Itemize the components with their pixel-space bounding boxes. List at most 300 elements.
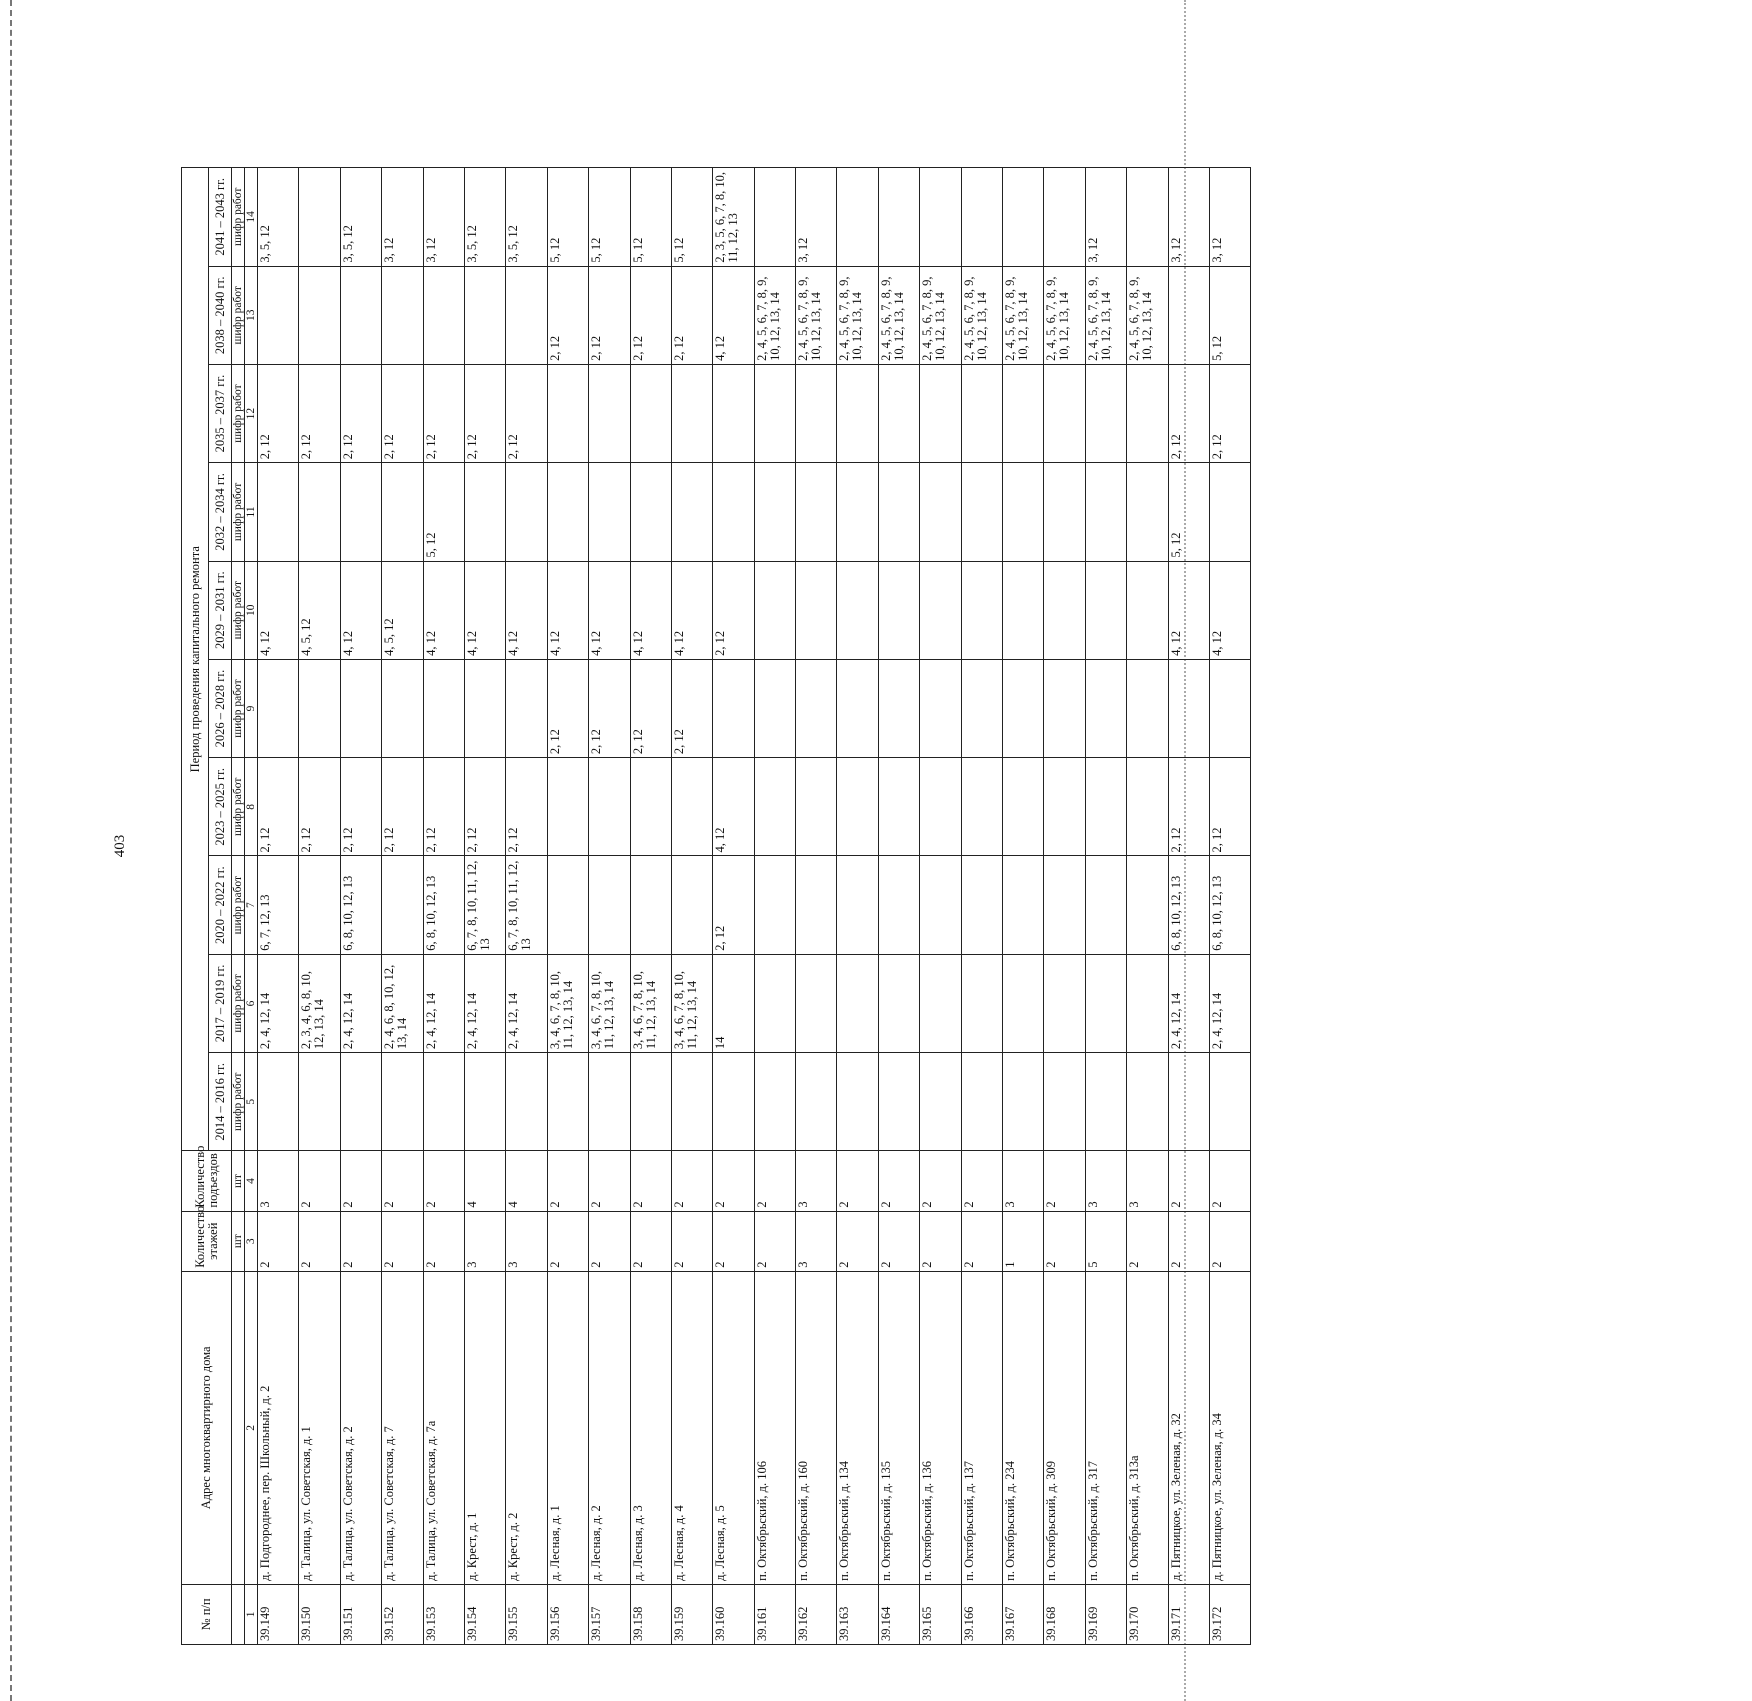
row-floors: 2 — [589, 1211, 630, 1271]
row-period-9-works: 2, 4, 5, 6, 7, 8, 9, 10, 12, 13, 14 — [754, 266, 795, 364]
header-column-number-5: 5 — [245, 1053, 258, 1151]
row-entrances: 2 — [837, 1151, 878, 1211]
row-period-8-works: 2, 12 — [1209, 364, 1250, 462]
row-period-9-works — [258, 266, 299, 364]
row-period-7-works — [878, 463, 919, 561]
header-period-7: 2032 – 2034 гг. — [209, 463, 232, 561]
row-period-10-works: 3, 5, 12 — [340, 168, 381, 267]
row-period-6-works: 4, 12 — [506, 561, 547, 659]
page-number: 403 — [112, 834, 128, 858]
row-period-6-works — [754, 561, 795, 659]
header-unit-11: шифр работ — [232, 463, 245, 561]
row-number: 39.159 — [671, 1584, 712, 1644]
row-address: д. Талица, ул. Советская, д. 2 — [340, 1271, 381, 1584]
left-margin-punch-marks — [10, 0, 14, 1701]
header-period-1: 2014 – 2016 гг. — [209, 1053, 232, 1151]
row-period-9-works: 2, 12 — [671, 266, 712, 364]
row-period-9-works: 5, 12 — [1209, 266, 1250, 364]
row-number: 39.160 — [713, 1584, 754, 1644]
header-column-number-14: 14 — [245, 168, 258, 267]
row-period-8-works — [589, 364, 630, 462]
row-number: 39.155 — [506, 1584, 547, 1644]
header-period-2: 2017 – 2019 гг. — [209, 954, 232, 1052]
row-period-2-works: 2, 4, 6, 8, 10, 12, 13, 14 — [382, 954, 423, 1052]
row-address: п. Октябрьский, д. 160 — [796, 1271, 837, 1584]
row-number: 39.153 — [423, 1584, 464, 1644]
row-period-9-works — [382, 266, 423, 364]
row-period-1-works — [1168, 1053, 1209, 1151]
header-unit-14: шифр работ — [232, 168, 245, 267]
row-entrances: 2 — [630, 1151, 671, 1211]
row-floors: 3 — [464, 1211, 505, 1271]
row-entrances: 2 — [878, 1151, 919, 1211]
row-period-3-works — [1003, 856, 1044, 954]
row-period-7-works — [1209, 463, 1250, 561]
row-period-6-works — [878, 561, 919, 659]
row-period-4-works: 2, 12 — [382, 758, 423, 856]
row-address: д. Лесная, д. 1 — [547, 1271, 588, 1584]
row-period-2-works: 2, 4, 12, 14 — [423, 954, 464, 1052]
row-period-5-works — [754, 659, 795, 757]
row-period-9-works: 2, 4, 5, 6, 7, 8, 9, 10, 12, 13, 14 — [796, 266, 837, 364]
row-period-6-works: 4, 12 — [1209, 561, 1250, 659]
row-period-9-works: 2, 4, 5, 6, 7, 8, 9, 10, 12, 13, 14 — [920, 266, 961, 364]
row-period-9-works: 2, 12 — [589, 266, 630, 364]
row-period-8-works: 2, 12 — [423, 364, 464, 462]
row-period-4-works: 2, 12 — [506, 758, 547, 856]
row-number: 39.168 — [1044, 1584, 1085, 1644]
row-period-3-works — [837, 856, 878, 954]
row-period-8-works — [961, 364, 1002, 462]
row-period-4-works — [671, 758, 712, 856]
row-period-3-works — [920, 856, 961, 954]
row-period-9-works: 2, 4, 5, 6, 7, 8, 9, 10, 12, 13, 14 — [1003, 266, 1044, 364]
row-period-10-works: 5, 12 — [547, 168, 588, 267]
row-floors: 1 — [1003, 1211, 1044, 1271]
row-period-10-works: 3, 5, 12 — [464, 168, 505, 267]
table-row — [754, 168, 795, 1645]
table-row — [796, 168, 837, 1645]
row-period-5-works — [1209, 659, 1250, 757]
row-period-9-works: 4, 12 — [713, 266, 754, 364]
row-entrances: 3 — [796, 1151, 837, 1211]
row-address: п. Октябрьский, д. 317 — [1085, 1271, 1126, 1584]
row-period-10-works — [1127, 168, 1168, 267]
row-period-6-works: 4, 5, 12 — [299, 561, 340, 659]
row-period-4-works: 2, 12 — [1168, 758, 1209, 856]
header-column-number-11: 11 — [245, 463, 258, 561]
row-period-7-works — [382, 463, 423, 561]
row-address: д. Лесная, д. 3 — [630, 1271, 671, 1584]
header-period-9: 2038 – 2040 гг. — [209, 266, 232, 364]
row-period-1-works — [671, 1053, 712, 1151]
row-number: 39.154 — [464, 1584, 505, 1644]
row-period-3-works — [547, 856, 588, 954]
row-entrances: 3 — [258, 1151, 299, 1211]
row-floors: 2 — [630, 1211, 671, 1271]
header-unit-4: шт — [232, 1151, 245, 1211]
row-address: п. Октябрьский, д. 137 — [961, 1271, 1002, 1584]
row-period-8-works: 2, 12 — [340, 364, 381, 462]
row-address: п. Октябрьский, д. 136 — [920, 1271, 961, 1584]
row-period-5-works — [423, 659, 464, 757]
table-body — [258, 168, 1251, 1645]
row-period-10-works: 3, 12 — [1085, 168, 1126, 267]
row-entrances: 2 — [920, 1151, 961, 1211]
row-period-7-works — [754, 463, 795, 561]
row-period-9-works: 2, 4, 5, 6, 7, 8, 9, 10, 12, 13, 14 — [1127, 266, 1168, 364]
row-period-2-works — [1085, 954, 1126, 1052]
row-period-2-works: 2, 4, 12, 14 — [1168, 954, 1209, 1052]
row-period-4-works: 2, 12 — [464, 758, 505, 856]
row-number: 39.157 — [589, 1584, 630, 1644]
row-period-1-works — [1209, 1053, 1250, 1151]
row-period-4-works — [837, 758, 878, 856]
row-entrances: 2 — [671, 1151, 712, 1211]
header-unit-5: шифр работ — [232, 1053, 245, 1151]
row-period-4-works: 2, 12 — [1209, 758, 1250, 856]
row-period-7-works — [258, 463, 299, 561]
row-period-10-works: 3, 12 — [1209, 168, 1250, 267]
row-period-8-works — [920, 364, 961, 462]
row-address: д. Талица, ул. Советская, д. 7 — [382, 1271, 423, 1584]
row-period-1-works — [258, 1053, 299, 1151]
row-period-3-works: 6, 7, 8, 10, 11, 12, 13 — [506, 856, 547, 954]
row-period-1-works — [340, 1053, 381, 1151]
row-period-7-works — [671, 463, 712, 561]
row-floors: 2 — [961, 1211, 1002, 1271]
header-column-number-4: 4 — [245, 1151, 258, 1211]
row-period-2-works — [1127, 954, 1168, 1052]
table-row — [340, 168, 381, 1645]
header-period-8: 2035 – 2037 гг. — [209, 364, 232, 462]
capital-repair-schedule-table — [181, 167, 1251, 1645]
row-period-6-works: 4, 12 — [464, 561, 505, 659]
row-period-3-works — [1085, 856, 1126, 954]
row-period-1-works — [630, 1053, 671, 1151]
row-address: д. Лесная, д. 2 — [589, 1271, 630, 1584]
row-period-6-works — [961, 561, 1002, 659]
header-unit-2 — [232, 1271, 245, 1584]
row-period-7-works — [299, 463, 340, 561]
row-period-7-works — [1003, 463, 1044, 561]
row-period-6-works: 2, 12 — [713, 561, 754, 659]
row-period-4-works: 2, 12 — [258, 758, 299, 856]
row-period-5-works — [340, 659, 381, 757]
table-row — [713, 168, 754, 1645]
row-period-7-works — [796, 463, 837, 561]
row-period-4-works — [961, 758, 1002, 856]
row-entrances: 2 — [1044, 1151, 1085, 1211]
header-unit-3: шт — [232, 1211, 245, 1271]
row-period-6-works: 4, 5, 12 — [382, 561, 423, 659]
row-period-2-works — [796, 954, 837, 1052]
row-period-9-works — [1168, 266, 1209, 364]
row-floors: 2 — [258, 1211, 299, 1271]
rotated-page-area — [181, 74, 1752, 1641]
row-period-6-works: 4, 12 — [340, 561, 381, 659]
row-period-5-works — [920, 659, 961, 757]
row-period-8-works — [1003, 364, 1044, 462]
row-entrances: 3 — [1003, 1151, 1044, 1211]
table-row — [837, 168, 878, 1645]
row-period-4-works — [1003, 758, 1044, 856]
row-entrances: 3 — [1127, 1151, 1168, 1211]
row-period-6-works — [1003, 561, 1044, 659]
row-address: п. Октябрьский, д. 134 — [837, 1271, 878, 1584]
row-period-3-works — [754, 856, 795, 954]
header-column-number-2: 2 — [245, 1271, 258, 1584]
row-period-7-works: 5, 12 — [1168, 463, 1209, 561]
header-column-number-8: 8 — [245, 758, 258, 856]
row-period-1-works — [589, 1053, 630, 1151]
row-number: 39.172 — [1209, 1584, 1250, 1644]
row-period-1-works — [920, 1053, 961, 1151]
row-period-2-works: 3, 4, 6, 7, 8, 10, 11, 12, 13, 14 — [589, 954, 630, 1052]
table-row — [1127, 168, 1168, 1645]
row-period-6-works: 4, 12 — [1168, 561, 1209, 659]
row-period-4-works — [547, 758, 588, 856]
table-row — [547, 168, 588, 1645]
row-period-5-works — [713, 659, 754, 757]
row-period-5-works — [1168, 659, 1209, 757]
row-period-3-works: 6, 8, 10, 12, 13 — [423, 856, 464, 954]
row-period-2-works — [837, 954, 878, 1052]
row-entrances: 2 — [1168, 1151, 1209, 1211]
row-period-7-works — [1127, 463, 1168, 561]
row-period-5-works — [506, 659, 547, 757]
row-floors: 2 — [340, 1211, 381, 1271]
row-period-6-works: 4, 12 — [589, 561, 630, 659]
header-period-6: 2029 – 2031 гг. — [209, 561, 232, 659]
row-number: 39.169 — [1085, 1584, 1126, 1644]
row-period-4-works — [1127, 758, 1168, 856]
header-period-4: 2023 – 2025 гг. — [209, 758, 232, 856]
row-period-10-works — [1003, 168, 1044, 267]
row-period-5-works — [1044, 659, 1085, 757]
row-period-10-works: 3, 12 — [423, 168, 464, 267]
row-period-2-works — [878, 954, 919, 1052]
row-period-8-works: 2, 12 — [1168, 364, 1209, 462]
row-period-1-works — [547, 1053, 588, 1151]
row-period-4-works — [878, 758, 919, 856]
row-period-1-works — [299, 1053, 340, 1151]
row-period-1-works — [878, 1053, 919, 1151]
row-number: 39.156 — [547, 1584, 588, 1644]
row-period-9-works — [506, 266, 547, 364]
row-address: п. Октябрьский, д. 309 — [1044, 1271, 1085, 1584]
row-period-7-works — [713, 463, 754, 561]
row-period-10-works — [878, 168, 919, 267]
row-period-7-works — [547, 463, 588, 561]
row-floors: 2 — [671, 1211, 712, 1271]
header-column-number-9: 9 — [245, 659, 258, 757]
row-address: д. Талица, ул. Советская, д. 7а — [423, 1271, 464, 1584]
row-period-6-works: 4, 12 — [423, 561, 464, 659]
row-number: 39.161 — [754, 1584, 795, 1644]
header-unit-13: шифр работ — [232, 266, 245, 364]
row-floors: 2 — [1209, 1211, 1250, 1271]
row-period-4-works — [754, 758, 795, 856]
header-num: № п/п — [182, 1584, 232, 1644]
row-period-7-works — [340, 463, 381, 561]
row-entrances: 2 — [299, 1151, 340, 1211]
row-address: д. Лесная, д. 5 — [713, 1271, 754, 1584]
row-period-3-works — [382, 856, 423, 954]
row-floors: 2 — [754, 1211, 795, 1271]
header-column-numbers-row — [245, 168, 258, 1645]
header-column-number-12: 12 — [245, 364, 258, 462]
row-entrances: 3 — [1085, 1151, 1126, 1211]
row-period-8-works: 2, 12 — [299, 364, 340, 462]
row-period-5-works — [878, 659, 919, 757]
row-period-1-works — [1044, 1053, 1085, 1151]
row-period-2-works: 2, 4, 12, 14 — [506, 954, 547, 1052]
row-period-8-works: 2, 12 — [506, 364, 547, 462]
row-period-4-works — [920, 758, 961, 856]
header-period-3: 2020 – 2022 гг. — [209, 856, 232, 954]
row-period-2-works — [754, 954, 795, 1052]
row-floors: 2 — [713, 1211, 754, 1271]
row-number: 39.171 — [1168, 1584, 1209, 1644]
row-period-3-works — [961, 856, 1002, 954]
row-period-1-works — [506, 1053, 547, 1151]
table-row — [920, 168, 961, 1645]
header-period: Период проведения капитального ремонта — [182, 168, 209, 1151]
header-column-number-7: 7 — [245, 856, 258, 954]
row-period-2-works: 3, 4, 6, 7, 8, 10, 11, 12, 13, 14 — [671, 954, 712, 1052]
row-period-3-works — [630, 856, 671, 954]
row-period-1-works — [713, 1053, 754, 1151]
row-period-6-works: 4, 12 — [671, 561, 712, 659]
row-period-5-works — [837, 659, 878, 757]
row-period-10-works: 3, 12 — [1168, 168, 1209, 267]
row-period-2-works: 3, 4, 6, 7, 8, 10, 11, 12, 13, 14 — [630, 954, 671, 1052]
table-row — [878, 168, 919, 1645]
row-period-5-works — [258, 659, 299, 757]
row-period-1-works — [1127, 1053, 1168, 1151]
row-number: 39.163 — [837, 1584, 878, 1644]
row-number: 39.158 — [630, 1584, 671, 1644]
row-period-4-works: 2, 12 — [423, 758, 464, 856]
row-period-2-works: 3, 4, 6, 7, 8, 10, 11, 12, 13, 14 — [547, 954, 588, 1052]
row-period-2-works: 2, 4, 12, 14 — [258, 954, 299, 1052]
row-period-5-works — [382, 659, 423, 757]
row-entrances: 2 — [423, 1151, 464, 1211]
row-period-9-works — [340, 266, 381, 364]
row-period-4-works — [1085, 758, 1126, 856]
row-period-6-works — [920, 561, 961, 659]
table-row — [589, 168, 630, 1645]
row-address: д. Подгороднее, пер. Школьный, д. 2 — [258, 1271, 299, 1584]
row-period-9-works: 2, 4, 5, 6, 7, 8, 9, 10, 12, 13, 14 — [1085, 266, 1126, 364]
row-period-1-works — [464, 1053, 505, 1151]
row-period-10-works: 5, 12 — [630, 168, 671, 267]
row-period-8-works — [547, 364, 588, 462]
row-period-7-works — [506, 463, 547, 561]
row-period-7-works — [630, 463, 671, 561]
row-period-7-works: 5, 12 — [423, 463, 464, 561]
row-period-2-works — [961, 954, 1002, 1052]
row-period-10-works: 3, 12 — [382, 168, 423, 267]
row-period-2-works — [920, 954, 961, 1052]
table-row — [382, 168, 423, 1645]
row-period-4-works — [1044, 758, 1085, 856]
table-row — [299, 168, 340, 1645]
row-number: 39.152 — [382, 1584, 423, 1644]
header-unit-9: шифр работ — [232, 659, 245, 757]
row-period-10-works: 3, 5, 12 — [258, 168, 299, 267]
row-address: д. Крест, д. 2 — [506, 1271, 547, 1584]
row-period-3-works: 6, 8, 10, 12, 13 — [340, 856, 381, 954]
table-row — [464, 168, 505, 1645]
row-address: п. Октябрьский, д. 135 — [878, 1271, 919, 1584]
row-period-4-works: 2, 12 — [340, 758, 381, 856]
row-period-3-works — [796, 856, 837, 954]
row-period-3-works: 6, 8, 10, 12, 13 — [1209, 856, 1250, 954]
row-period-3-works: 6, 8, 10, 12, 13 — [1168, 856, 1209, 954]
header-unit-12: шифр работ — [232, 364, 245, 462]
row-period-5-works — [299, 659, 340, 757]
row-period-8-works: 2, 12 — [258, 364, 299, 462]
row-period-5-works — [464, 659, 505, 757]
row-period-2-works: 2, 4, 12, 14 — [1209, 954, 1250, 1052]
row-period-3-works: 6, 7, 8, 10, 11, 12, 13 — [464, 856, 505, 954]
row-period-8-works — [837, 364, 878, 462]
row-period-8-works — [796, 364, 837, 462]
row-entrances: 2 — [754, 1151, 795, 1211]
row-period-3-works — [589, 856, 630, 954]
row-period-4-works: 4, 12 — [713, 758, 754, 856]
row-period-7-works — [961, 463, 1002, 561]
header-unit-8: шифр работ — [232, 758, 245, 856]
row-number: 39.166 — [961, 1584, 1002, 1644]
row-floors: 2 — [1127, 1211, 1168, 1271]
table-row — [1003, 168, 1044, 1645]
row-floors: 2 — [920, 1211, 961, 1271]
row-period-8-works — [1127, 364, 1168, 462]
header-column-number-3: 3 — [245, 1211, 258, 1271]
row-period-1-works — [961, 1053, 1002, 1151]
header-column-number-6: 6 — [245, 954, 258, 1052]
row-period-10-works — [961, 168, 1002, 267]
row-period-2-works: 14 — [713, 954, 754, 1052]
row-entrances: 2 — [589, 1151, 630, 1211]
row-period-3-works: 6, 7, 12, 13 — [258, 856, 299, 954]
row-period-7-works — [1044, 463, 1085, 561]
row-period-7-works — [1085, 463, 1126, 561]
row-period-1-works — [754, 1053, 795, 1151]
row-floors: 5 — [1085, 1211, 1126, 1271]
row-entrances: 4 — [506, 1151, 547, 1211]
row-period-1-works — [382, 1053, 423, 1151]
row-number: 39.149 — [258, 1584, 299, 1644]
row-period-9-works: 2, 4, 5, 6, 7, 8, 9, 10, 12, 13, 14 — [878, 266, 919, 364]
row-period-10-works — [754, 168, 795, 267]
row-period-2-works — [1044, 954, 1085, 1052]
row-period-9-works — [464, 266, 505, 364]
row-period-3-works — [671, 856, 712, 954]
row-period-8-works — [630, 364, 671, 462]
row-period-5-works — [796, 659, 837, 757]
row-address: п. Октябрьский, д. 234 — [1003, 1271, 1044, 1584]
row-period-9-works: 2, 4, 5, 6, 7, 8, 9, 10, 12, 13, 14 — [961, 266, 1002, 364]
table-wrapper — [181, 167, 1752, 1645]
row-address: д. Пятницкое, ул. Зеленая, д. 32 — [1168, 1271, 1209, 1584]
row-entrances: 2 — [713, 1151, 754, 1211]
row-period-10-works — [299, 168, 340, 267]
row-period-6-works: 4, 12 — [547, 561, 588, 659]
